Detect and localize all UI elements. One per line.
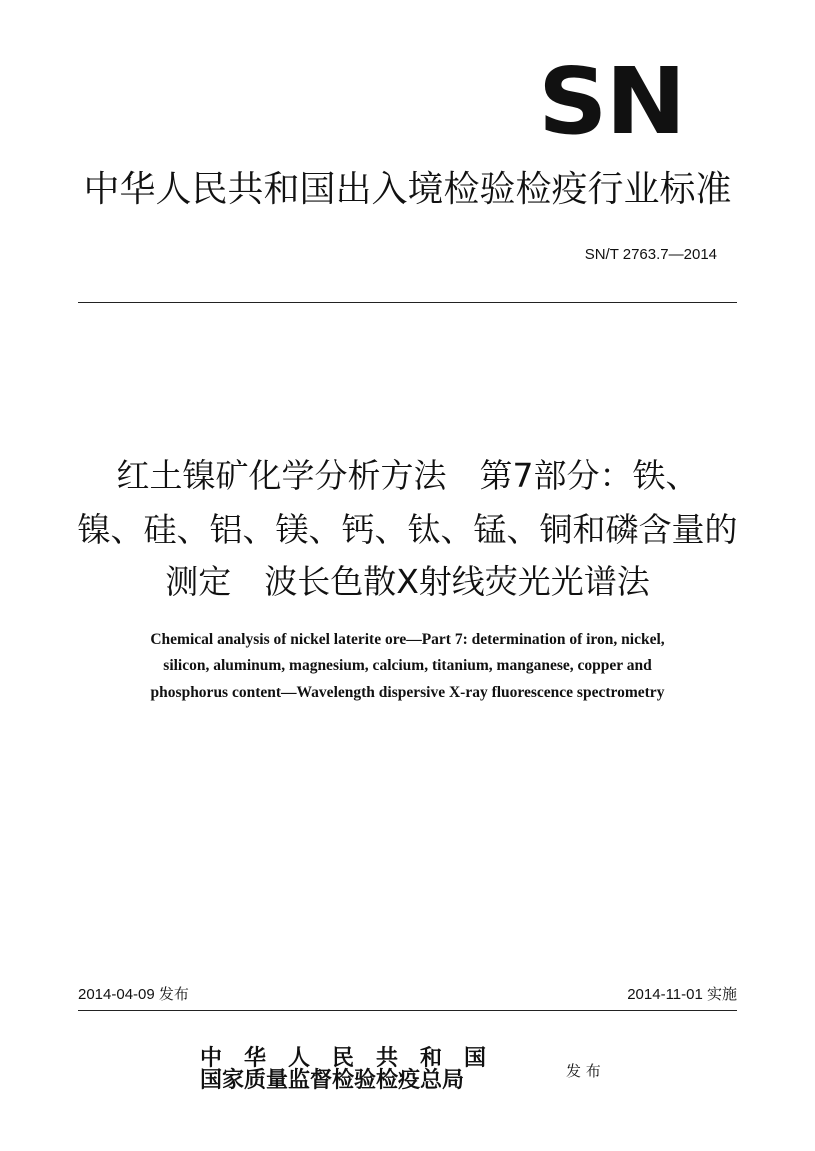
- implement-date: 2014-11-01 实施: [627, 986, 737, 1003]
- title-zh-line-1: 红土镍矿化学分析方法 第7部分：铁、: [116, 456, 699, 495]
- standard-code: SN/T 2763.7—2014: [584, 246, 717, 263]
- publisher-line-2: 国家质量监督检验检疫总局: [200, 1067, 465, 1093]
- title-en-line-1: Chemical analysis of nickel laterite ore—Part 7: determination of iron, nickel,: [150, 631, 665, 648]
- title-en-line-3: phosphorus content—Wavelength dispersive X-ray fluorescence spectrometry: [150, 684, 665, 701]
- bottom-divider: [78, 1010, 737, 1011]
- title-en-line-2: silicon, aluminum, magnesium, calcium, titanium, manganese, copper and: [163, 657, 652, 674]
- title-zh-line-2: 镍、硅、铝、镁、钙、钛、锰、铜和磷含量的: [77, 510, 738, 549]
- title-zh-line-3: 测定 波长色散X射线荧光光谱法: [165, 562, 650, 601]
- publisher-line-1: 中 华 人 民 共 和 国: [200, 1045, 487, 1071]
- publish-label: 发 布: [566, 1062, 601, 1080]
- issue-date: 2014-04-09 发布: [78, 986, 189, 1003]
- issuer-title: 中华人民共和国出入境检验检疫行业标准: [83, 169, 732, 210]
- top-divider: [78, 302, 737, 303]
- sn-logo: SN: [538, 48, 685, 155]
